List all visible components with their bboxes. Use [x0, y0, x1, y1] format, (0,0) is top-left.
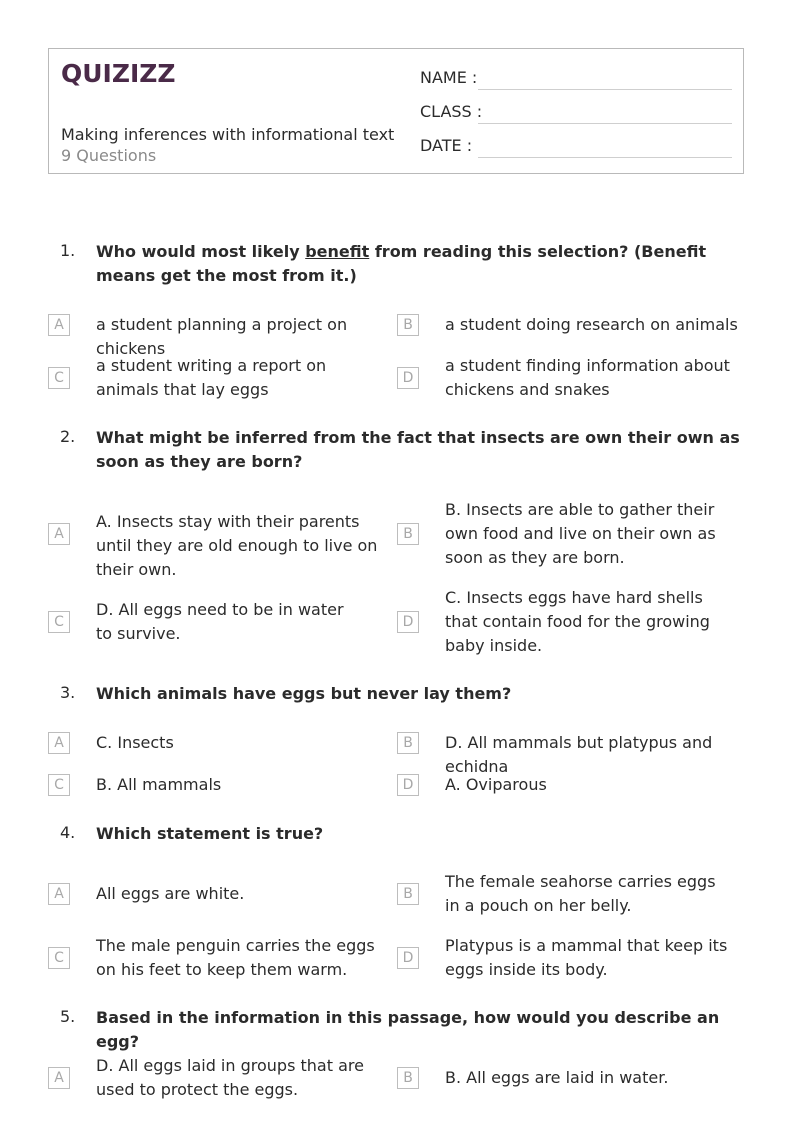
worksheet-title: Making inferences with informational text [61, 125, 395, 144]
option-letter-box[interactable]: A [48, 732, 70, 754]
option-text: B. All eggs are laid in water. [445, 1068, 669, 1087]
option-letter-box[interactable]: B [397, 523, 419, 545]
question-number: 3. [60, 683, 76, 702]
option-text: D. All eggs laid in groups that are used to protect the eggs. [96, 1056, 364, 1099]
option-letter-box[interactable]: D [397, 367, 419, 389]
option-letter-box[interactable]: D [397, 611, 419, 633]
option-text: A. Insects stay with their parents until they are old enough to live on their own. [96, 512, 378, 579]
option-text: The female seahorse carries eggs in a pouch on her belly. [445, 872, 716, 915]
question-text: Which animals have eggs but never lay them? [96, 684, 512, 703]
option-letter-box[interactable]: B [397, 883, 419, 905]
option-letter-box[interactable]: A [48, 883, 70, 905]
name-label: NAME : [420, 68, 478, 87]
question-text: Based in the information in this passage, how would you describe an egg? [96, 1008, 720, 1051]
question-text: Who would most likely benefit from reading this selection? (Benefit means get the most from it.) [96, 242, 707, 285]
option-text: a student planning a project on chickens [96, 315, 348, 358]
question-text: What might be inferred from the fact that insects are own their own as soon as they are born? [96, 428, 740, 471]
option-text: C. Insects eggs have hard shells that contain food for the growing baby inside. [445, 588, 710, 655]
quizizz-logo: QUIZIZZ [61, 59, 176, 88]
option-letter-box[interactable]: B [397, 732, 419, 754]
question-number: 4. [60, 823, 76, 842]
question-number: 1. [60, 241, 76, 260]
date-line[interactable] [478, 157, 732, 158]
date-label: DATE : [420, 136, 473, 155]
option-text: Platypus is a mammal that keep its eggs inside its body. [445, 936, 728, 979]
option-text: B. Insects are able to gather their own food and live on their own as soon as they are born. [445, 500, 716, 567]
option-text: a student writing a report on animals that lay eggs [96, 356, 327, 399]
option-text: a student finding information about chickens and snakes [445, 356, 730, 399]
underlined-word: benefit [305, 242, 370, 261]
option-letter-box[interactable]: B [397, 314, 419, 336]
option-text: C. Insects [96, 733, 174, 752]
option-letter-box[interactable]: A [48, 523, 70, 545]
option-letter-box[interactable]: D [397, 947, 419, 969]
option-text: D. All eggs need to be in water to survive. [96, 600, 344, 643]
option-letter-box[interactable]: C [48, 611, 70, 633]
option-text: B. All mammals [96, 775, 222, 794]
class-label: CLASS : [420, 102, 483, 121]
option-letter-box[interactable]: C [48, 947, 70, 969]
option-text: All eggs are white. [96, 884, 245, 903]
option-text: A. Oviparous [445, 775, 547, 794]
option-letter-box[interactable]: B [397, 1067, 419, 1089]
option-text: The male penguin carries the eggs on his feet to keep them warm. [96, 936, 375, 979]
question-number: 5. [60, 1007, 76, 1026]
option-letter-box[interactable]: A [48, 314, 70, 336]
option-letter-box[interactable]: D [397, 774, 419, 796]
option-text: D. All mammals but platypus and echidna [445, 733, 713, 776]
option-letter-box[interactable]: C [48, 774, 70, 796]
name-line[interactable] [478, 89, 732, 90]
option-letter-box[interactable]: A [48, 1067, 70, 1089]
class-line[interactable] [478, 123, 732, 124]
option-text: a student doing research on animals [445, 315, 738, 334]
worksheet-header [48, 48, 744, 174]
question-count: 9 Questions [61, 146, 157, 165]
question-number: 2. [60, 427, 76, 446]
option-letter-box[interactable]: C [48, 367, 70, 389]
question-text: Which statement is true? [96, 824, 324, 843]
